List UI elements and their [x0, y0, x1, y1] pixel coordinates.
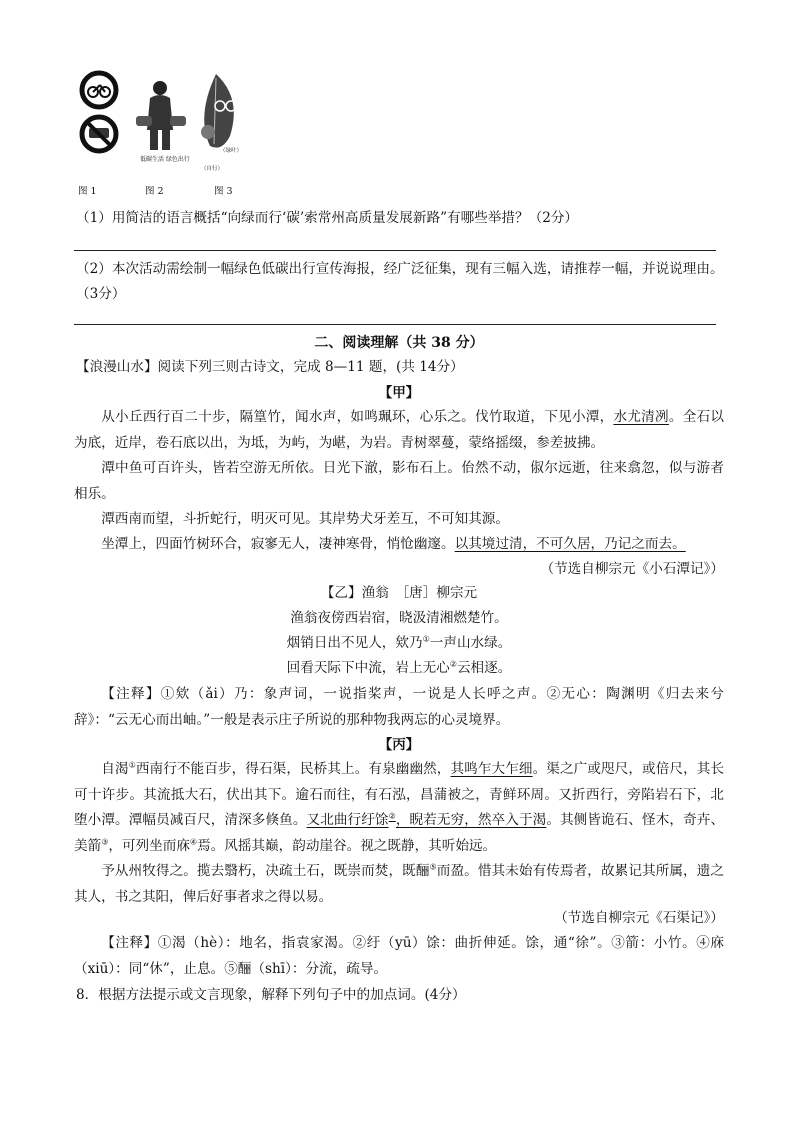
passage-yi-title: 【乙】渔翁 ［唐］柳宗元 [320, 585, 478, 601]
jia-p1-text-a: 从小丘西行百二十步，隔篁竹，闻水声，如鸣珮环，心乐之。伐竹取道，下见小潭， [101, 409, 614, 425]
jia-p1-text-b: 。全石以为底，近岸，卷石底以出，为坻，为屿，为嵁，为岩。青树翠蔓，蒙络摇缀，参差披拂。 [74, 409, 725, 451]
poem-line-3 [74, 656, 724, 681]
figure-1-label: 图 1 [78, 186, 97, 197]
bing-p1-f: 焉。风摇其巅，韵动崖谷。视之既静，其听始远。 [197, 837, 497, 854]
bing-p2-a: 予从州牧得之。揽去翳朽，决疏土石，既崇而焚，既酾 [101, 863, 430, 879]
jia-p1-underlined: 水尤清冽 [613, 409, 669, 425]
svg-text:（自行）: （自行） [201, 166, 224, 172]
poem-line-3-a: 回看天际下中流，岩上无心 [286, 660, 450, 676]
figure-images [74, 68, 246, 176]
passage-bing-paragraph-2 [74, 859, 724, 910]
bing-p1-a: 自渴 [101, 761, 129, 777]
reading-intro: 【浪漫山水】阅读下列三则古诗文，完成 8—11 题，(共 14分） [76, 359, 464, 375]
jia-p4-underlined: 以其境过清，不可久居，乃记之而去。 [454, 536, 686, 552]
bing-p1-e: ，可列坐而庥 [108, 837, 190, 854]
passage-bing-paragraph-1 [74, 757, 724, 859]
svg-text:（绿叶）: （绿叶） [220, 148, 243, 154]
bing-p2-b: 而盈。惜其未始有传焉者，故累记其所属，遗之其人，书之其阳，俾后好事者求之得以易。 [74, 863, 725, 905]
bing-p1-underlined-2b: ，睨若无穷，然卒入于渴 [395, 812, 547, 828]
question-2: （2）本次活动需绘制一幅绿色低碳出行宣传海报，经广泛征集，现有三幅入选，请推荐一幅，并说说理由。（3分） [76, 261, 724, 302]
poem-line-1: 渔翁夜傍西岩宿，晓汲清湘燃楚竹。 [290, 610, 508, 626]
poem-line-2-a: 烟销日出不见人，欸乃 [286, 635, 423, 651]
passage-jia-paragraph-4 [74, 532, 724, 558]
answer-line-1[interactable] [74, 250, 716, 251]
note-ref-1: ① [422, 634, 430, 644]
figure-3-label: 图 3 [214, 186, 233, 197]
bing-p1-underlined-2a: 又北曲行纡馀 [306, 812, 389, 828]
bing-p1-d: 。其侧皆诡石、怪木，奇卉、美箭 [74, 812, 725, 854]
figure-2-label: 图 2 [145, 186, 164, 197]
bing-note-ref-5: ⑤ [429, 862, 437, 872]
bing-note-ref-3: ③ [101, 836, 109, 846]
bing-p1-b: 西南行不能百步，得石渠，民桥其上。有泉幽幽然， [135, 761, 451, 777]
poem-line-2-b: 一声山水绿。 [429, 635, 512, 651]
poem-line-3-b: 云相逐。 [456, 660, 512, 676]
poem-line-2 [74, 631, 724, 656]
figure-illustrations [74, 68, 246, 176]
passage-yi-notes: 【注释】①欸（ǎi）乃：象声词，一说指桨声，一说是人长呼之声。②无心：陶渊明《归去来兮辞》：“云无心而出岫。”一般是表示庄子所说的那种物我两忘的心灵境界。 [74, 686, 724, 728]
question-1: （1）用简洁的语言概括“向绿而行‘碳’索常州高质量发展新路”有哪些举措？（2分） [76, 210, 579, 226]
bing-note-ref-1: ① [128, 760, 136, 770]
bing-p1-underlined-1: 其鸣乍大乍细 [450, 761, 533, 777]
passage-jia-title: 【甲】 [378, 385, 420, 401]
passage-jia-source: （节选自柳宗元《小石潭记》） [540, 561, 724, 577]
answer-line-2[interactable] [74, 324, 716, 325]
passage-jia-paragraph-1 [74, 405, 724, 456]
passage-bing-notes: 【注释】①渴（hè）：地名，指袁家渴。②纡（yū）馀：曲折伸延。馀，通“徐”。③箭：小竹。④庥（xiū）：同“休”，止息。⑤酾（shī）：分流，疏导。 [74, 935, 724, 977]
section-title: 二、阅读理解（共 38 分） [314, 335, 484, 351]
note-ref-2: ② [449, 659, 457, 669]
passage-jia-paragraph-3: 潭西南而望，斗折蛇行，明灭可见。其岸势犬牙差互，不可知其源。 [101, 511, 509, 527]
bing-p1-c: 。渠之广或咫尺，或倍尺，其长可十许步。其流抵大石，伏出其下。逾石而往，有石泓，昌蒲被之，青鲜环周。又折西行，旁陷岩石下，北堕小潭。潭幅员减百尺，清深多倏鱼。 [74, 761, 725, 828]
bing-note-ref-2: ② [388, 811, 396, 821]
jia-p4-text-a: 坐潭上，四面竹树环合，寂寥无人，凄神寒骨，悄怆幽邃。 [101, 536, 455, 552]
figure-2-person [136, 81, 190, 163]
bing-note-ref-4: ④ [189, 836, 198, 846]
svg-text:低碳生活 绿色出行: 低碳生活 绿色出行 [140, 156, 190, 163]
figure-3-leaf [201, 74, 242, 172]
question-8: 8．根据方法提示或文言现象，解释下列句子中的加点词。(4分） [76, 987, 466, 1003]
passage-bing-source: （节选自柳宗元《石渠记》） [554, 910, 724, 926]
figure-1-signs [82, 73, 116, 151]
passage-jia-paragraph-2: 潭中鱼可百许头，皆若空游无所依。日光下澈，影布石上。佁然不动，俶尔远逝，往来翕忽，似与游者相乐。 [74, 460, 724, 502]
passage-bing-title: 【丙】 [378, 737, 420, 753]
